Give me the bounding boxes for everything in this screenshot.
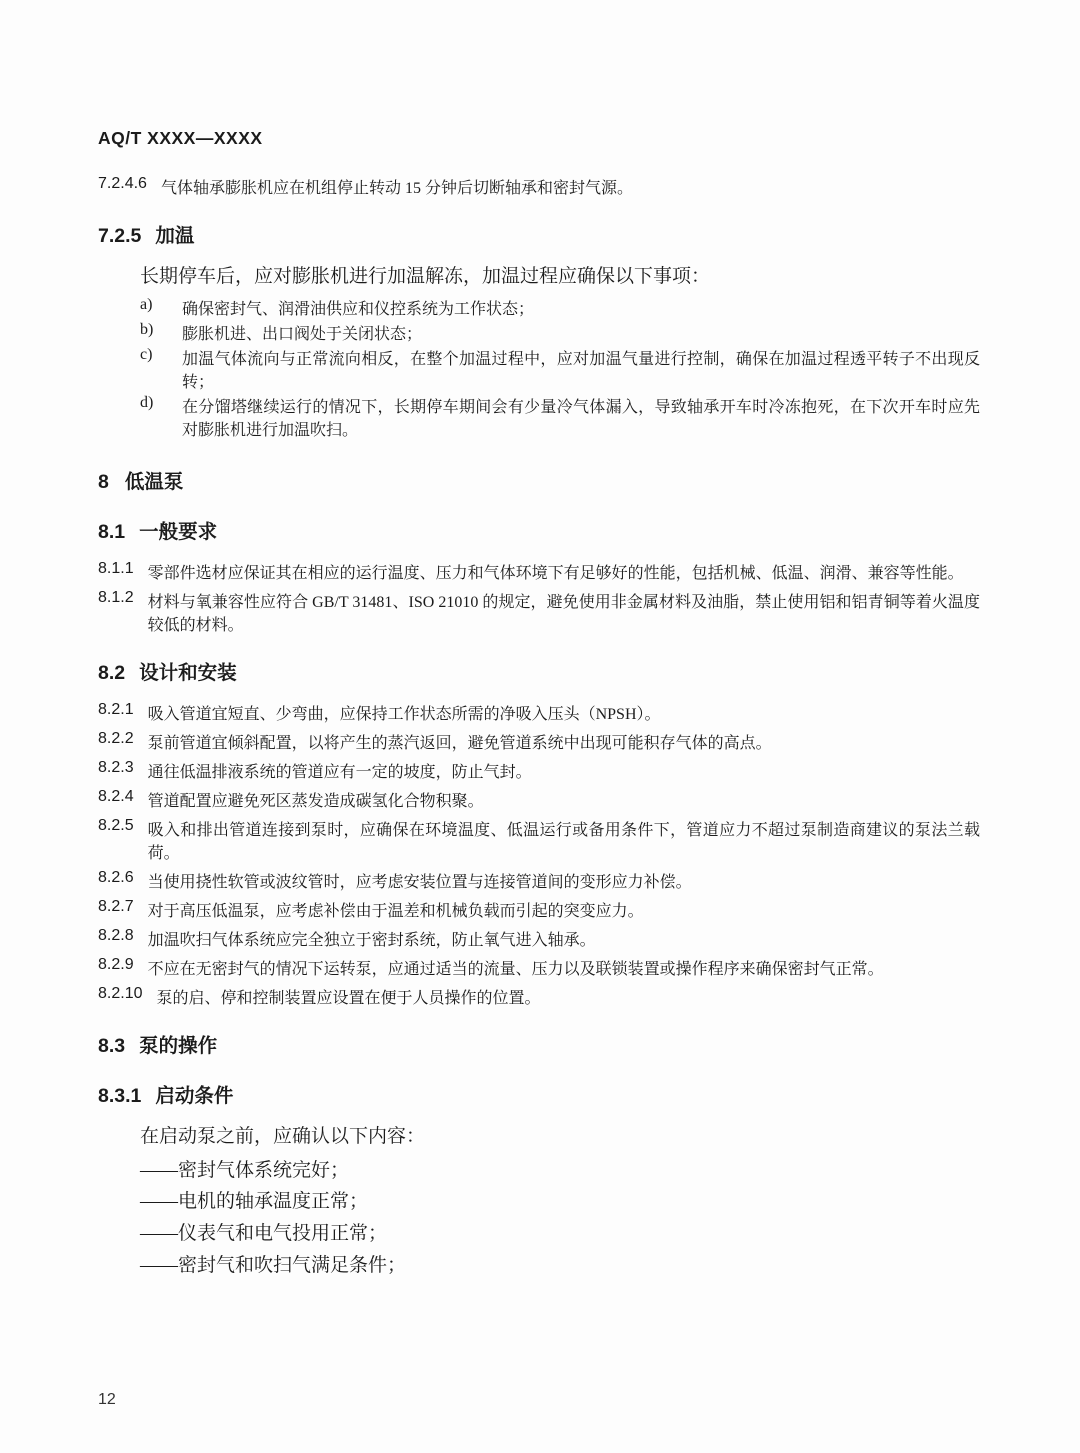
heading-title: 一般要求 <box>139 521 218 543</box>
list-item-text: 在分馏塔继续运行的情况下，长期停车期间会有少量冷气体漏入，导致轴承开车时冷冻抱死，在下次开车时应先对膨胀机进行加温吹扫。 <box>182 398 980 439</box>
clause-number: 8.2.6 <box>98 868 134 886</box>
clause-text: 对于高压低温泵，应考虑补偿由于温差和机械负载而引起的突变应力。 <box>147 902 644 920</box>
clause-text: 泵的启、停和控制装置应设置在便于人员操作的位置。 <box>156 989 541 1007</box>
clause-text: 零部件选材应保证其在相应的运行温度、压力和气体环境下有足够好的性能，包括机械、低温、润滑、兼容等性能。 <box>147 564 964 582</box>
clause-number: 8.2.4 <box>98 787 134 805</box>
clause-number: 7.2.4.6 <box>98 175 147 192</box>
clause-number: 8.1.1 <box>98 559 134 577</box>
clause-8-2-7 <box>98 898 980 921</box>
heading-title: 泵的操作 <box>139 1035 218 1057</box>
dash-list-item: ——仪表气和电气投用正常； <box>140 1223 388 1245</box>
heading-8-1 <box>98 516 980 544</box>
heading-8-3-1 <box>98 1080 980 1108</box>
clause-text: 当使用挠性软管或波纹管时，应考虑安装位置与连接管道间的变形应力补偿。 <box>147 873 692 891</box>
clause-number: 8.2.5 <box>98 816 134 834</box>
list-item <box>140 394 980 440</box>
heading-8-3 <box>98 1030 980 1058</box>
heading-title: 低温泵 <box>124 471 184 493</box>
heading-title: 加温 <box>155 226 195 247</box>
page-header-standard-code: AQ/T XXXX—XXXX <box>98 128 263 148</box>
clause-8-2-8 <box>98 927 980 950</box>
heading-number: 8.3 <box>98 1034 126 1057</box>
clause-8-2-3 <box>98 759 980 782</box>
clause-text: 通往低温排液系统的管道应有一定的坡度，防止气封。 <box>147 763 532 781</box>
heading-number: 8 <box>98 470 109 493</box>
clause-8-2-6 <box>98 869 980 892</box>
lead-in-text: 在启动泵之前，应确认以下内容： <box>140 1125 426 1147</box>
clause-text: 吸入管道宜短直、少弯曲，应保持工作状态所需的净吸入压头（NPSH）。 <box>147 705 661 723</box>
heading-number: 8.3.1 <box>98 1084 142 1107</box>
clause-number: 8.2.10 <box>98 984 143 1002</box>
clause-7-2-4-6 <box>98 175 980 198</box>
heading-number: 8.2 <box>98 661 126 684</box>
clause-text: 气体轴承膨胀机应在机组停止转动 15 分钟后切断轴承和密封气源。 <box>160 180 633 197</box>
page-number: 12 <box>98 1391 116 1408</box>
list-item-text: 确保密封气、润滑油供应和仪控系统为工作状态； <box>182 300 535 318</box>
clause-text: 吸入和排出管道连接到泵时，应确保在环境温度、低温运行或备用条件下，管道应力不超过泵制造商建议的泵法兰载荷。 <box>147 821 980 862</box>
list-marker: b) <box>140 320 154 338</box>
clause-8-2-4 <box>98 788 980 811</box>
clause-8-1-1 <box>98 560 980 583</box>
clause-8-3-1-block <box>140 1122 980 1282</box>
dash-list-item: ——电机的轴承温度正常； <box>140 1191 369 1213</box>
clause-7-2-5-block <box>140 262 980 440</box>
heading-8-2 <box>98 657 980 685</box>
heading-8 <box>98 466 980 494</box>
clause-number: 8.2.9 <box>98 955 134 973</box>
heading-number: 8.1 <box>98 520 126 543</box>
dash-list-item: ——密封气和吹扫气满足条件； <box>140 1254 407 1276</box>
clause-8-2-5 <box>98 817 980 863</box>
clause-number: 8.1.2 <box>98 588 134 606</box>
clause-number: 8.2.7 <box>98 897 134 915</box>
clause-text: 管道配置应避免死区蒸发造成碳氢化合物积聚。 <box>147 792 484 810</box>
clause-text: 泵前管道宜倾斜配置，以将产生的蒸汽返回，避免管道系统中出现可能积存气体的高点。 <box>147 734 772 752</box>
list-marker: d) <box>140 393 154 411</box>
list-item-text: 加温气体流向与正常流向相反，在整个加温过程中，应对加温气量进行控制，确保在加温过程透平转子不出现反转； <box>182 350 980 391</box>
clause-8-1-2 <box>98 589 980 635</box>
clause-8-2-1 <box>98 701 980 724</box>
heading-title: 设计和安装 <box>139 662 237 684</box>
clause-number: 8.2.3 <box>98 758 134 776</box>
clause-8-2-9 <box>98 956 980 979</box>
lead-in-text: 长期停车后，应对膨胀机进行加温解冻，加温过程应确保以下事项： <box>140 266 711 287</box>
list-marker: a) <box>140 295 153 313</box>
clause-text: 加温吹扫气体系统应完全独立于密封系统，防止氧气进入轴承。 <box>147 931 596 949</box>
clause-text: 材料与氧兼容性应符合 GB/T 31481、ISO 21010 的规定，避免使用非金属材料及油脂，禁止使用铝和铝青铜等着火温度较低的材料。 <box>147 593 980 634</box>
list-item <box>140 346 980 392</box>
clause-8-2-10 <box>98 985 980 1008</box>
clause-number: 8.2.1 <box>98 700 134 718</box>
list-item-text: 膨胀机进、出口阀处于关闭状态； <box>182 325 423 343</box>
heading-7-2-5 <box>98 220 980 248</box>
clause-text: 不应在无密封气的情况下运转泵，应通过适当的流量、压力以及联锁装置或操作程序来确保密封气正常。 <box>147 960 884 978</box>
list-marker: c) <box>140 345 153 363</box>
list-item <box>140 321 980 344</box>
clause-number: 8.2.8 <box>98 926 134 944</box>
list-item <box>140 296 980 319</box>
dash-list-item: ——密封气体系统完好； <box>140 1159 350 1181</box>
heading-number: 7.2.5 <box>98 225 142 247</box>
clause-number: 8.2.2 <box>98 729 134 747</box>
clause-8-2-2 <box>98 730 980 753</box>
heading-title: 启动条件 <box>155 1085 234 1107</box>
